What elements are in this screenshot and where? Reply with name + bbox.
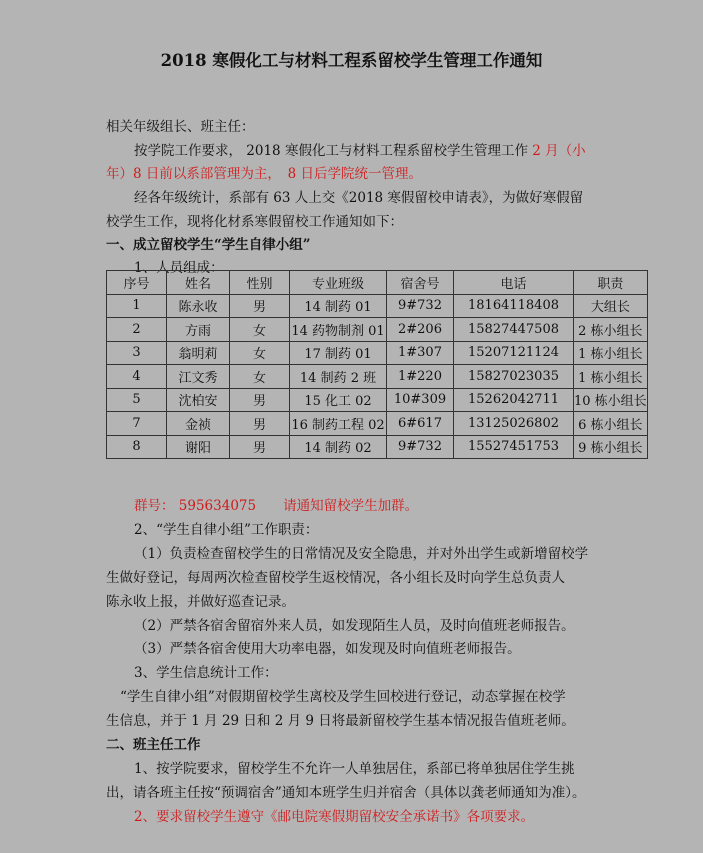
table-cell: 江文秀 — [167, 365, 230, 389]
table-cell: 沈柏安 — [167, 388, 230, 412]
section-heading-2: 二、班主任工作 — [106, 737, 201, 753]
table-cell: 16 制药工程 02 — [290, 412, 387, 436]
statistics-line-2: 生信息，并于 1 月 29 日和 2 月 9 日将最新留校学生基本情况报告值班老师。 — [106, 713, 575, 729]
intro-text: 按学院工作要求， 2018 寒假化工与材料工程系留校学生管理工作 — [134, 143, 533, 159]
table-cell: 15 化工 02 — [290, 388, 387, 412]
table-cell: 翁明莉 — [167, 341, 230, 365]
table-row — [107, 435, 648, 459]
table-cell: 男 — [230, 388, 290, 412]
table-cell: 2 栋小组长 — [574, 318, 648, 342]
statistics-line-1: “学生自律小组”对假期留校学生离校及学生回校进行登记，动态掌握在校学 — [120, 689, 566, 705]
table-cell: 男 — [230, 435, 290, 459]
header-cell: 性别 — [230, 271, 290, 295]
header-cell: 姓名 — [167, 271, 230, 295]
header-cell: 序号 — [107, 271, 167, 295]
members-table — [106, 270, 648, 459]
teacher-task-2: 2、要求留校学生遵守《邮电院寒假期留校安全承诺书》各项要求。 — [134, 809, 535, 825]
table-cell: 大组长 — [574, 294, 648, 318]
table-cell: 10#309 — [387, 388, 454, 412]
header-cell: 职责 — [574, 271, 648, 295]
table-cell: 15527451753 — [454, 435, 574, 459]
table-cell: 2 — [107, 318, 167, 342]
page-title: 2018 寒假化工与材料工程系留校学生管理工作通知 — [160, 51, 543, 70]
table-cell: 谢阳 — [167, 435, 230, 459]
table-header-row — [107, 271, 648, 295]
teacher-task-1-line-1: 1、按学院要求，留校学生不允许一人单独居住，系部已将单独居住学生挑 — [134, 761, 575, 777]
table-row — [107, 388, 648, 412]
table-cell: 女 — [230, 318, 290, 342]
table-cell: 14 制药 2 班 — [290, 365, 387, 389]
date-highlight: 2 月（小 — [532, 143, 586, 159]
table-cell: 6#617 — [387, 412, 454, 436]
duty-2: （2）严禁各宿舍留宿外来人员，如发现陌生人员，及时向值班老师报告。 — [134, 618, 575, 634]
table-cell: 15827447508 — [454, 318, 574, 342]
duty-1-line-2: 生做好登记，每周两次检查留校学生返校情况，各小组长及时向学生总负责人 — [106, 570, 565, 586]
table-row — [107, 318, 648, 342]
table-cell: 17 制药 01 — [290, 341, 387, 365]
stats-line-2: 校学生工作，现将化材系寒假留校工作通知如下： — [106, 214, 403, 230]
table-cell: 4 — [107, 365, 167, 389]
table-cell: 14 药物制剂 01 — [290, 318, 387, 342]
stats-line-1: 经各年级统计，系部有 63 人上交《2018 寒假留校申请表》，为做好寒假留 — [134, 190, 584, 206]
header-cell: 专业班级 — [290, 271, 387, 295]
table-cell: 9#732 — [387, 435, 454, 459]
table-cell: 2#206 — [387, 318, 454, 342]
table-row — [107, 412, 648, 436]
section-heading-1: 一、成立留校学生“学生自律小组” — [106, 237, 311, 253]
table-cell: 金祯 — [167, 412, 230, 436]
table-cell: 1 — [107, 294, 167, 318]
table-row — [107, 341, 648, 365]
group-number-notice: 群号： 595634075 请通知留校学生加群。 — [134, 498, 419, 514]
table-cell: 男 — [230, 412, 290, 436]
table-cell: 18164118408 — [454, 294, 574, 318]
intro-line-1 — [134, 139, 586, 159]
table-cell: 1#220 — [387, 365, 454, 389]
teacher-task-1-line-2: 出，请各班主任按“预调宿舍”通知本班学生归并宿舍（具体以龚老师通知为准）。 — [106, 785, 586, 801]
table-cell: 陈永收 — [167, 294, 230, 318]
table-cell: 14 制药 02 — [290, 435, 387, 459]
table-row — [107, 365, 648, 389]
header-cell: 电话 — [454, 271, 574, 295]
table-cell: 方雨 — [167, 318, 230, 342]
table-cell: 8 — [107, 435, 167, 459]
table-cell: 14 制药 01 — [290, 294, 387, 318]
table-cell: 女 — [230, 341, 290, 365]
duty-1-line-1: （1）负责检查留校学生的日常情况及安全隐患，并对外出学生或新增留校学 — [134, 546, 589, 562]
table-cell: 7 — [107, 412, 167, 436]
subheading-statistics: 3、学生信息统计工作： — [134, 665, 278, 681]
table-cell: 5 — [107, 388, 167, 412]
intro-line-2: 年）8 日前以系部管理为主， 8 日后学院统一管理。 — [106, 166, 423, 182]
table-cell: 15207121124 — [454, 341, 574, 365]
subheading-members: 1、人员组成： — [134, 260, 224, 276]
table-cell: 15262042711 — [454, 388, 574, 412]
table-cell: 6 栋小组长 — [574, 412, 648, 436]
table-cell: 15827023035 — [454, 365, 574, 389]
table-cell: 10 栋小组长 — [574, 388, 648, 412]
header-cell: 宿舍号 — [387, 271, 454, 295]
duty-1-line-3: 陈永收上报，并做好巡查记录。 — [106, 594, 295, 610]
table-cell: 女 — [230, 365, 290, 389]
salutation: 相关年级组长、班主任： — [106, 119, 255, 135]
table-cell: 男 — [230, 294, 290, 318]
subheading-duties: 2、“学生自律小组”工作职责： — [134, 522, 319, 538]
table-cell: 1#307 — [387, 341, 454, 365]
table-row — [107, 294, 648, 318]
table-cell: 9#732 — [387, 294, 454, 318]
table-cell: 9 栋小组长 — [574, 435, 648, 459]
table-cell: 1 栋小组长 — [574, 341, 648, 365]
duty-3: （3）严禁各宿舍使用大功率电器，如发现及时向值班老师报告。 — [134, 641, 521, 657]
table-cell: 3 — [107, 341, 167, 365]
table-cell: 1 栋小组长 — [574, 365, 648, 389]
table-cell: 13125026802 — [454, 412, 574, 436]
